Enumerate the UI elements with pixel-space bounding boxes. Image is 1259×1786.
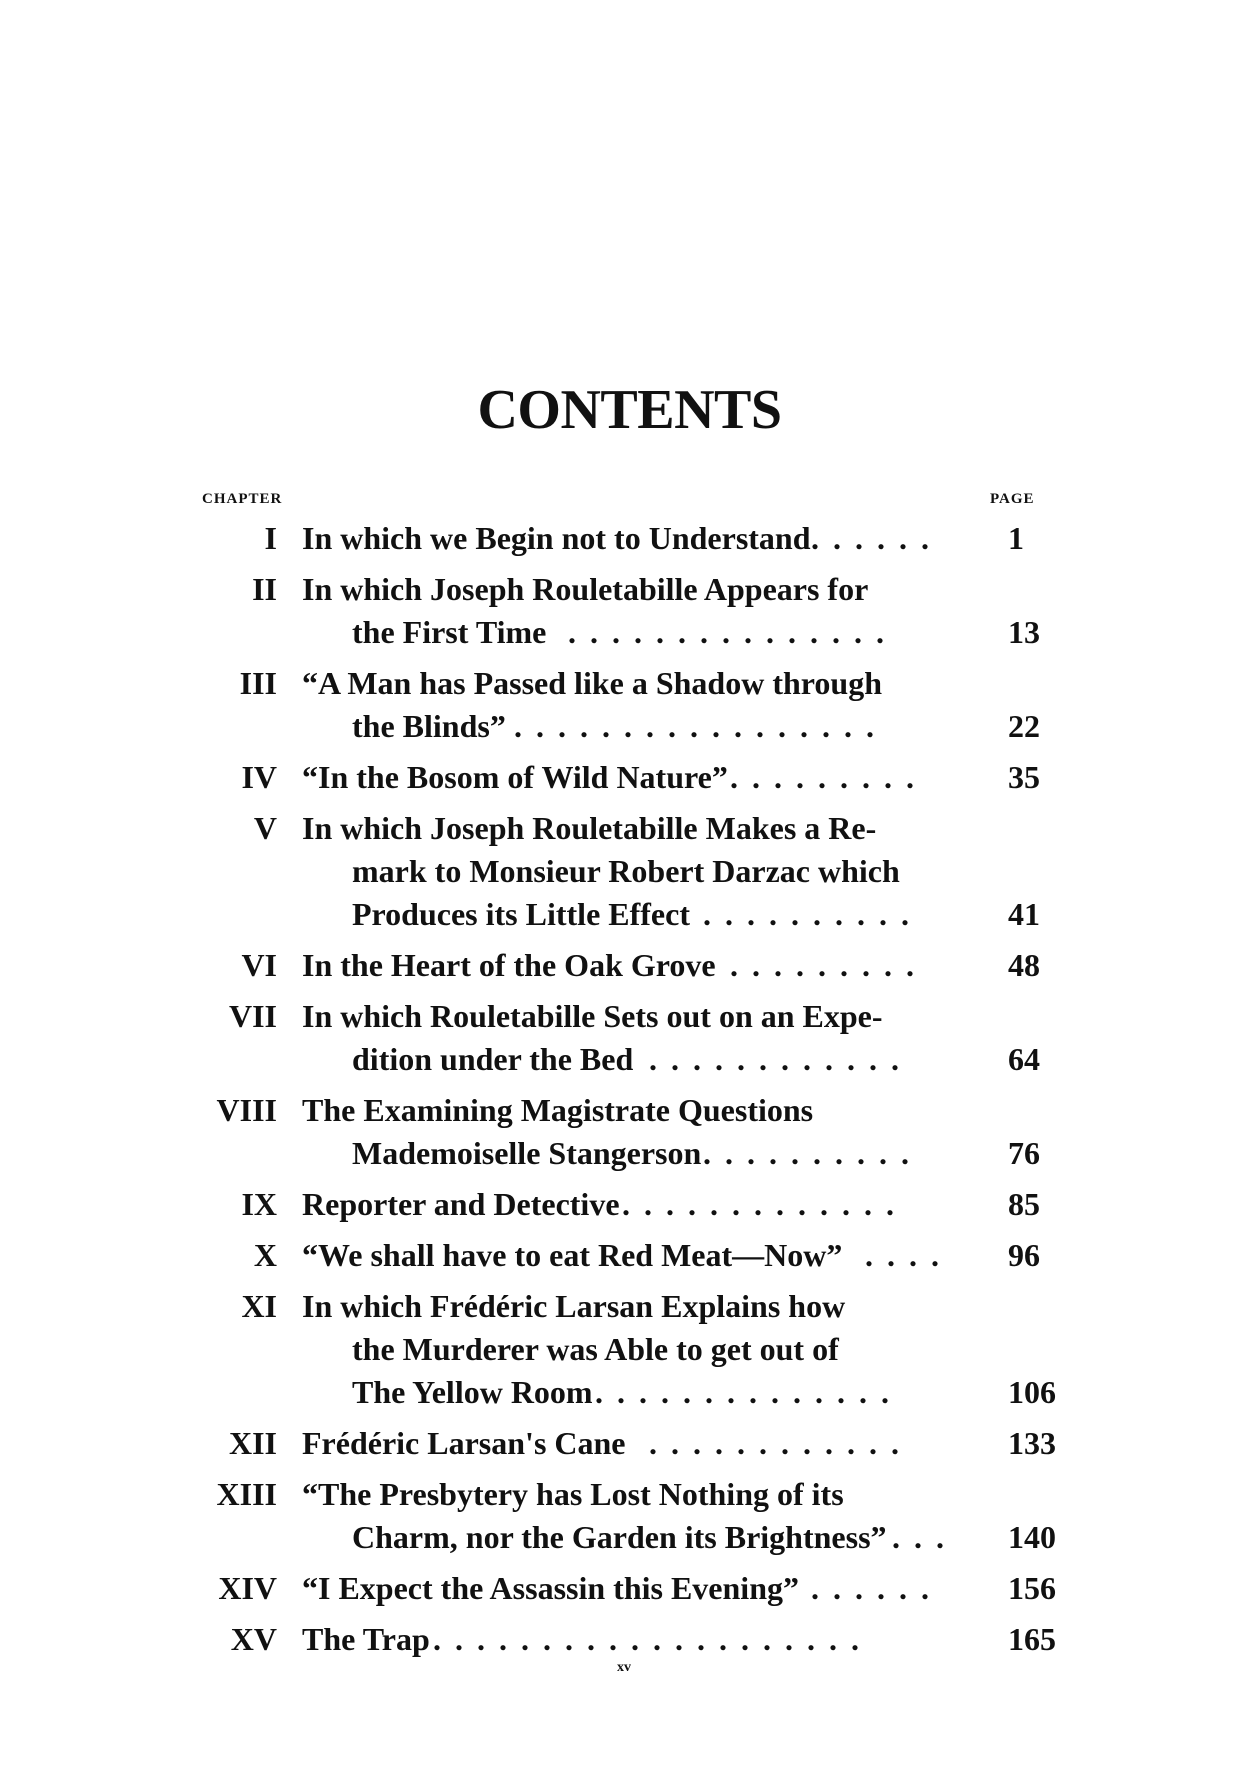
page-title: CONTENTS: [477, 379, 782, 441]
chapter-title-continued: Charm, nor the Garden its Brightness”: [352, 1519, 887, 1555]
leader-dots: .........: [730, 759, 928, 795]
page-number: 35: [1008, 759, 1040, 795]
chapter-title: “We shall have to eat Red Meat—Now”: [302, 1237, 843, 1273]
leader-dots: ...: [892, 1519, 958, 1555]
chapter-title-continued: dition under the Bed: [352, 1041, 634, 1077]
chapter-title: In which Joseph Rouletabille Makes a Re-: [302, 810, 877, 846]
chapter-number: IX: [241, 1186, 277, 1222]
chapter-title-continued: Mademoiselle Stangerson: [352, 1135, 702, 1171]
chapter-title: In which we Begin not to Understand: [302, 520, 811, 556]
chapter-title: The Trap: [302, 1621, 430, 1657]
chapter-title: “I Expect the Assassin this Evening”: [302, 1570, 799, 1606]
chapter-number: VI: [241, 947, 277, 983]
chapter-column-header: CHAPTER: [202, 491, 283, 507]
page-number: 85: [1008, 1186, 1040, 1222]
chapter-title: In the Heart of the Oak Grove: [302, 947, 716, 983]
chapter-title: In which Frédéric Larsan Explains how: [302, 1288, 846, 1324]
leader-dots: ..............: [595, 1374, 903, 1410]
chapter-number: X: [253, 1237, 277, 1273]
chapter-number: XI: [241, 1288, 277, 1324]
page-number: 133: [1008, 1425, 1056, 1461]
chapter-title: In which Rouletabille Sets out on an Expe-: [302, 998, 883, 1034]
chapter-title-continued: mark to Monsieur Robert Darzac which: [352, 853, 900, 889]
page-number: 156: [1008, 1570, 1056, 1606]
page-number: 13: [1008, 614, 1040, 650]
chapter-number: V: [253, 810, 277, 846]
chapter-number: XIII: [216, 1476, 277, 1512]
chapter-title: “A Man has Passed like a Shadow through: [302, 665, 882, 701]
chapter-title: Frédéric Larsan's Cane: [302, 1425, 626, 1461]
chapter-title-continued: Produces its Little Effect: [352, 896, 690, 932]
chapter-number: III: [239, 665, 277, 701]
page-number: 41: [1008, 896, 1040, 932]
chapter-title-continued: The Yellow Room: [352, 1374, 593, 1410]
chapter-title: “The Presbytery has Lost Nothing of its: [302, 1476, 844, 1512]
chapter-number: IV: [241, 759, 277, 795]
page-column-header: PAGE: [990, 491, 1035, 507]
chapter-number: VIII: [216, 1092, 277, 1128]
leader-dots: ....: [865, 1237, 953, 1273]
chapter-number: XIV: [218, 1570, 277, 1606]
chapter-title-continued: the Blinds”: [352, 708, 506, 744]
chapter-number: I: [264, 520, 277, 556]
chapter-title: “In the Bosom of Wild Nature”: [302, 759, 728, 795]
leader-dots: ......: [811, 520, 943, 556]
leader-dots: ....................: [433, 1621, 873, 1657]
leader-dots: ............: [649, 1041, 913, 1077]
page-number: 22: [1008, 708, 1040, 744]
page-number: 64: [1008, 1041, 1040, 1077]
leader-dots: ......: [811, 1570, 943, 1606]
page-number: 106: [1008, 1374, 1056, 1410]
chapter-title-continued: the Murderer was Able to get out of: [352, 1331, 839, 1367]
chapter-number: VII: [228, 998, 277, 1034]
leader-dots: .................: [514, 708, 888, 744]
chapter-number: II: [252, 571, 277, 607]
page-number: 165: [1008, 1621, 1056, 1657]
page-number: 140: [1008, 1519, 1056, 1555]
chapter-number: XV: [230, 1621, 277, 1657]
chapter-title-continued: the First Time: [352, 614, 547, 650]
leader-dots: .............: [622, 1186, 908, 1222]
chapter-title: The Examining Magistrate Questions: [302, 1092, 814, 1128]
chapter-title: Reporter and Detective: [302, 1186, 620, 1222]
folio-mark: xv: [617, 1660, 631, 1675]
leader-dots: ...............: [568, 614, 898, 650]
chapter-number: XII: [228, 1425, 277, 1461]
page-number: 76: [1008, 1135, 1040, 1171]
leader-dots: ............: [649, 1425, 913, 1461]
page-number: 96: [1008, 1237, 1040, 1273]
leader-dots: ..........: [703, 1135, 923, 1171]
leader-dots: ..........: [703, 896, 923, 932]
chapter-title: In which Joseph Rouletabille Appears for: [302, 571, 869, 607]
page-number: 48: [1008, 947, 1040, 983]
page-number: 1: [1008, 520, 1024, 556]
leader-dots: .........: [730, 947, 928, 983]
